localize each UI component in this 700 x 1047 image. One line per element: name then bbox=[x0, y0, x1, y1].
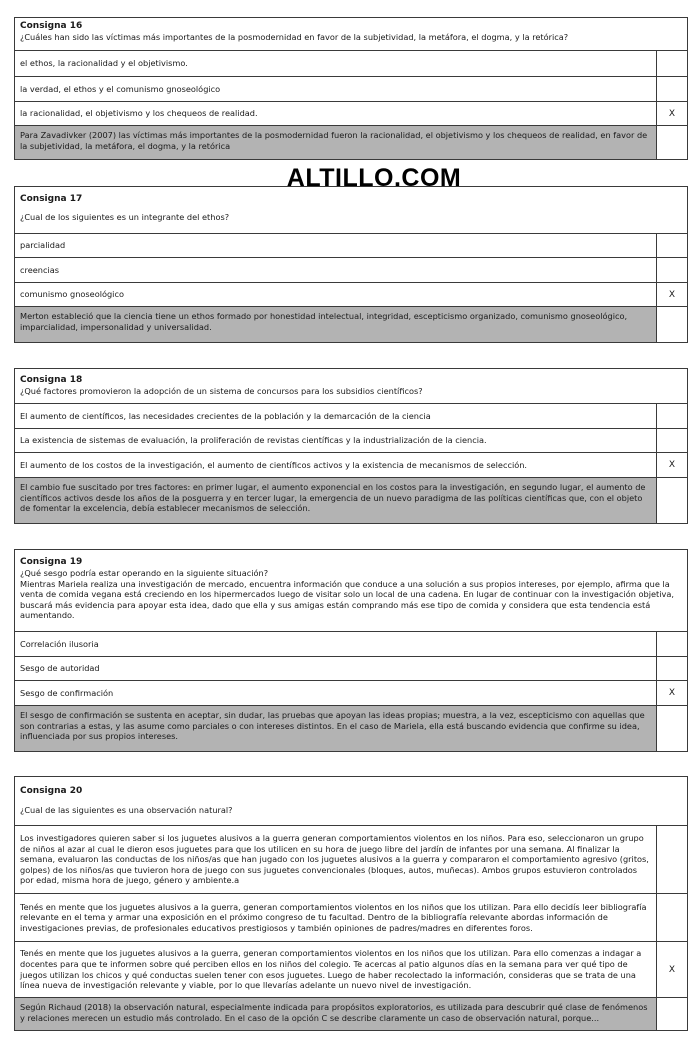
question-text: ¿Cuáles han sido las víctimas más importantes de la posmodernidad en favor de la subjetividad, la metáfora, el dogma, y la retórica? bbox=[20, 32, 569, 42]
question-block-20 bbox=[14, 776, 688, 1031]
question-header bbox=[15, 550, 687, 631]
explanation-row bbox=[15, 125, 687, 159]
option-row bbox=[15, 680, 687, 705]
explanation-text: Merton estableció que la ciencia tiene un ethos formado por honestidad intelectual, integridad, escepticismo organizado, comunismo gnoseológico, imparcialidad, impersonalidad y universalidad. bbox=[20, 311, 628, 332]
question-title: Consigna 20 bbox=[20, 786, 83, 796]
option-text: parcialidad bbox=[20, 240, 66, 251]
scenario-text: Mientras Mariela realiza una investigación de mercado, encuentra información que conduce a una solución a sus propios intereses, por ejemplo, afirma que la venta de comida vegana está creciendo en los hipermercados luego de visitar solo un local de una cadena. En lugar de continuar con la investigación objetiva, buscará más evidencia para apoyar esta idea, dado que ella y sus amigas están comprando más ese tipo de comida y considera que esta tendencia está aumentando. bbox=[20, 578, 674, 621]
option-text: Correlación ilusoria bbox=[20, 638, 99, 649]
option-text: Tenés en mente que los juguetes alusivos a la guerra, generan comportamientos violentos en los niños que los utilizan. Para ello decidís leer bibliografía relevante en el tema y armar una exposición en el próximo congreso de tu facultad. Dentro de la bibliografía relevante abordas información de investigaciones previas, de profesionales educativos prestigiosos y también opiniones de padres/madres en diferentes foros. bbox=[20, 901, 647, 933]
answer-mark-empty bbox=[656, 307, 687, 342]
option-text: El aumento de los costos de la investigación, el aumento de científicos activos y la existencia de mecanismos de selección. bbox=[20, 459, 528, 470]
explanation-row bbox=[15, 306, 687, 342]
option-text: la racionalidad, el objetivismo y los chequeos de realidad. bbox=[20, 108, 258, 119]
question-title: Consigna 17 bbox=[20, 194, 83, 204]
explanation-row bbox=[15, 705, 687, 751]
question-block-16 bbox=[14, 17, 688, 160]
option-row bbox=[15, 76, 687, 101]
option-row bbox=[15, 233, 687, 257]
answer-mark: X bbox=[656, 283, 687, 306]
question-text: ¿Cual de los siguientes es un integrante del ethos? bbox=[20, 212, 230, 222]
explanation-row bbox=[15, 477, 687, 523]
option-row bbox=[15, 893, 687, 941]
answer-mark bbox=[656, 657, 687, 680]
option-row bbox=[15, 428, 687, 452]
answer-mark-empty bbox=[656, 706, 687, 751]
answer-mark-empty bbox=[656, 998, 687, 1030]
option-text: La existencia de sistemas de evaluación, la proliferación de revistas científicas y la industrialización de la ciencia. bbox=[20, 435, 487, 446]
question-header bbox=[15, 369, 687, 403]
option-row bbox=[15, 825, 687, 893]
explanation-text: Para Zavadivker (2007) las víctimas más importantes de la posmodernidad fueron la racionalidad, el objetivismo y los chequeos de realidad, en favor de la subjetividad, la metáfora, el dogma, y la retórica bbox=[20, 130, 648, 151]
question-header bbox=[15, 187, 687, 233]
question-header bbox=[15, 777, 687, 825]
question-header bbox=[15, 18, 687, 50]
question-title: Consigna 19 bbox=[20, 557, 83, 567]
question-text: ¿Cual de las siguientes es una observación natural? bbox=[20, 805, 233, 815]
explanation-text: Según Richaud (2018) la observación natural, especialmente indicada para propósitos exploratorios, es utilizada para descubrir qué clase de fenómenos y relaciones merecen un estudio más controlado. En el caso de la opción C se describe claramente un caso de observación natural, porque... bbox=[20, 1002, 648, 1023]
answer-mark bbox=[656, 826, 687, 893]
answer-mark bbox=[656, 404, 687, 428]
answer-mark bbox=[656, 77, 687, 101]
question-text: ¿Qué sesgo podría estar operando en la siguiente situación? bbox=[20, 568, 269, 578]
answer-mark-empty bbox=[656, 478, 687, 523]
option-text: El aumento de científicos, las necesidades crecientes de la población y la demarcación de la ciencia bbox=[20, 410, 431, 421]
answer-mark: X bbox=[656, 681, 687, 705]
option-row bbox=[15, 101, 687, 125]
option-row bbox=[15, 282, 687, 306]
answer-mark-empty bbox=[656, 126, 687, 159]
answer-mark: X bbox=[656, 453, 687, 477]
question-title: Consigna 18 bbox=[20, 375, 83, 385]
question-block-17 bbox=[14, 186, 688, 343]
answer-mark: X bbox=[656, 102, 687, 125]
explanation-row bbox=[15, 997, 687, 1030]
option-text: la verdad, el ethos y el comunismo gnoseológico bbox=[20, 83, 221, 94]
answer-mark bbox=[656, 258, 687, 282]
option-text: creencias bbox=[20, 264, 60, 275]
answer-mark bbox=[656, 894, 687, 941]
answer-mark bbox=[656, 51, 687, 76]
option-row bbox=[15, 656, 687, 680]
option-text: Sesgo de confirmación bbox=[20, 687, 114, 698]
watermark: ALTILLO.COM bbox=[286, 164, 462, 192]
option-row bbox=[15, 50, 687, 76]
question-text: ¿Qué factores promovieron la adopción de un sistema de concursos para los subsidios científicos? bbox=[20, 386, 423, 396]
answer-mark bbox=[656, 429, 687, 452]
answer-mark: X bbox=[656, 942, 687, 997]
answer-mark bbox=[656, 632, 687, 656]
explanation-text: El sesgo de confirmación se sustenta en aceptar, sin dudar, las pruebas que apoyan las ideas propias; muestra, a la vez, escepticismo con aquellas que son contrarias a estas, y las asume como parciales o con intereses distintos. En el caso de Mariela, ella está buscando evidencia que confirme su idea, influenciada por sus propios intereses. bbox=[20, 710, 645, 742]
option-row bbox=[15, 257, 687, 282]
option-row bbox=[15, 403, 687, 428]
option-row bbox=[15, 941, 687, 997]
question-title: Consigna 16 bbox=[20, 21, 83, 31]
question-block-19 bbox=[14, 549, 688, 752]
explanation-text: El cambio fue suscitado por tres factores: en primer lugar, el aumento exponencial en los costos para la investigación, en segundo lugar, el aumento de científicos activos desde los años de la posguerra y en tercer lugar, la emergencia de un nuevo paradigma de las políticas científicas que, con el objeto de fomentar la excelencia, debía establecer mecanismos de selección. bbox=[20, 482, 646, 514]
option-row bbox=[15, 452, 687, 477]
option-text: Sesgo de autoridad bbox=[20, 663, 100, 674]
answer-mark bbox=[656, 234, 687, 257]
option-row bbox=[15, 631, 687, 656]
option-text: Tenés en mente que los juguetes alusivos a la guerra, generan comportamientos violentos en los niños que los utilizan. Para ello comenzas a indagar a docentes para que te informen sobre qué perciben ellos en los niños del colegio. Te acercas al patio algunos días en la semana para ver qué tipo de juegos utilizan los chicos y qué conductas suelen tener con esos juguetes. Luego de haber recolectado la información, consideras que se trata de una línea nueva de investigación relevante y viable, por lo que llevarías adelante un nuevo nivel de investigación. bbox=[20, 948, 642, 991]
option-text: el ethos, la racionalidad y el objetivismo. bbox=[20, 58, 188, 69]
question-block-18 bbox=[14, 368, 688, 524]
option-text: comunismo gnoseológico bbox=[20, 289, 124, 300]
option-text: Los investigadores quieren saber si los juguetes alusivos a la guerra generan comportamientos violentos en los niños. Para eso, seleccionaron un grupo de niños al azar al cual le dieron esos juguetes para que los utilicen en su hora de juego libre del jardín de infantes por una semana. Al finalizar la semana, evaluaron las conductas de los niños/as que han jugado con los juguetes alusivos a la guerra y compararon el comportamiento agresivo (gritos, golpes) de los niños/as que tuvieron hora de juego con sus juguetes convencionales (bloques, autos, muñecas). Ambos grupos estuvieron controlados por edad, misma hora de juego, género y ambiente.a bbox=[20, 833, 649, 886]
